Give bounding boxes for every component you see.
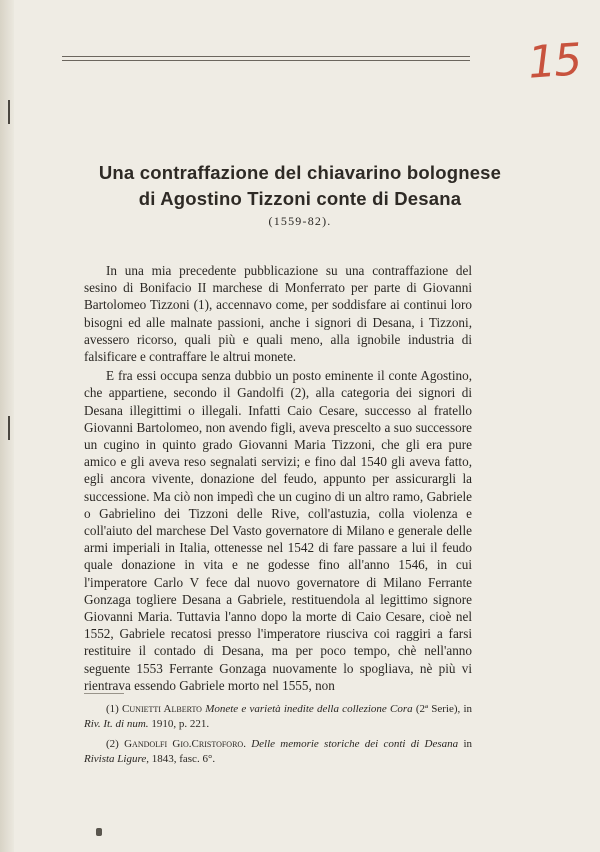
paragraph-2: E fra essi occupa senza dubbio un posto eminente il conte Agostino, che appartiene, secondo il Gandolfi (2), alla categoria dei signori di Desana illegittimi o illegali. Infatti Caio Cesare, successo al fratello Giovanni Bartolomeo, non avendo figli, aveva prescelto a suo successore un cugino in quinto grado Giovanni Maria Tizzoni, che gli era pure amico e gli aveva reso segnalati servizi; e fino dal 1540 gli aveva fatto, egli ancora vivente, donazione del feudo, appunto per assicurargli la successione. Ma ciò non impedì che un cugino di un altro ramo, Gabriele o Gabrielino dei Tizzoni delle Rive, coll'astuzia, colla violenza e coll'aiuto del marchese Del Vasto governatore di Milano e generale delle armi imperiali in Italia, ottenesse nel 1542 di fare passare a lui il feudo quale donazione in vita e ne godesse fino all'anno 1546, in cui l'imperatore Carlo V fece dal nuovo governatore di Milano Ferrante Gonzaga togliere Desana a Gabriele, restituendola al legittimo signore Giovanni Maria. Tuttavia l'anno dopo la morte di Caio Cesare, cioè nel 1552, Gabriele recatosi presso l'imperatore riusciva coi raggiri a farsi restituire il contado di Desana, ma per poco tempo, chè nell'anno seguente 1553 Ferrante Gonzaga nuovamente lo spogliava, nè più vi rientrava essendo Gabriele morto nel 1555, non <box>84 368 472 693</box>
header-rule-top <box>62 56 470 57</box>
header-rule-bottom <box>62 60 470 61</box>
footnote-1-author: Cunietti Alberto <box>122 703 202 715</box>
footnote-1-journal: Riv. It. di num. <box>84 718 149 730</box>
footnote-2-author: Gandolfi Gio.Cristoforo. <box>124 738 246 750</box>
article-body <box>84 262 472 694</box>
binding-mark <box>8 416 10 440</box>
article-years: (1559-82). <box>268 214 332 228</box>
footnote-2-title: Delle memorie storiche dei conti di Desana <box>251 738 459 750</box>
footnote-2 <box>84 737 472 767</box>
footnote-2-journal: Rivista Ligure <box>84 753 147 765</box>
footnote-2-number: (2) <box>106 738 119 750</box>
footnotes <box>84 702 472 772</box>
footnote-1-series: (2ª Serie), in <box>412 703 473 715</box>
footnote-2-mid: in <box>458 738 472 750</box>
footnote-2-rest: , 1843, fasc. 6°. <box>146 753 216 765</box>
footnote-1-title: Monete e varietà inedite della collezione Cora <box>205 703 413 715</box>
page-edge <box>0 0 14 852</box>
binding-mark <box>8 100 10 124</box>
footnote-separator <box>84 693 124 694</box>
article-title-line1: Una contraffazione del chiavarino bolognese <box>98 162 502 183</box>
footnote-1 <box>84 702 472 732</box>
footnote-1-number: (1) <box>106 703 119 715</box>
paragraph-1: In una mia precedente pubblicazione su una contraffazione del sesino di Bonifacio II marchese di Monferrato per parte di Giovanni Bartolomeo Tizzoni (1), accennavo come, per soddisfare ai continui loro bisogni ed alle malnate passioni, anche i signori di Desana, i Tizzoni, avessero ricorso, quali più e quali meno, alla ignobile industria di falsificare e contraffare le altrui monete. <box>84 263 472 365</box>
handwritten-page-number: 15 <box>526 34 582 89</box>
article-title-line2: di Agostino Tizzoni conte di Desana <box>138 188 462 209</box>
page-blemish <box>96 828 102 836</box>
footnote-1-rest: 1910, p. 221. <box>148 718 210 730</box>
